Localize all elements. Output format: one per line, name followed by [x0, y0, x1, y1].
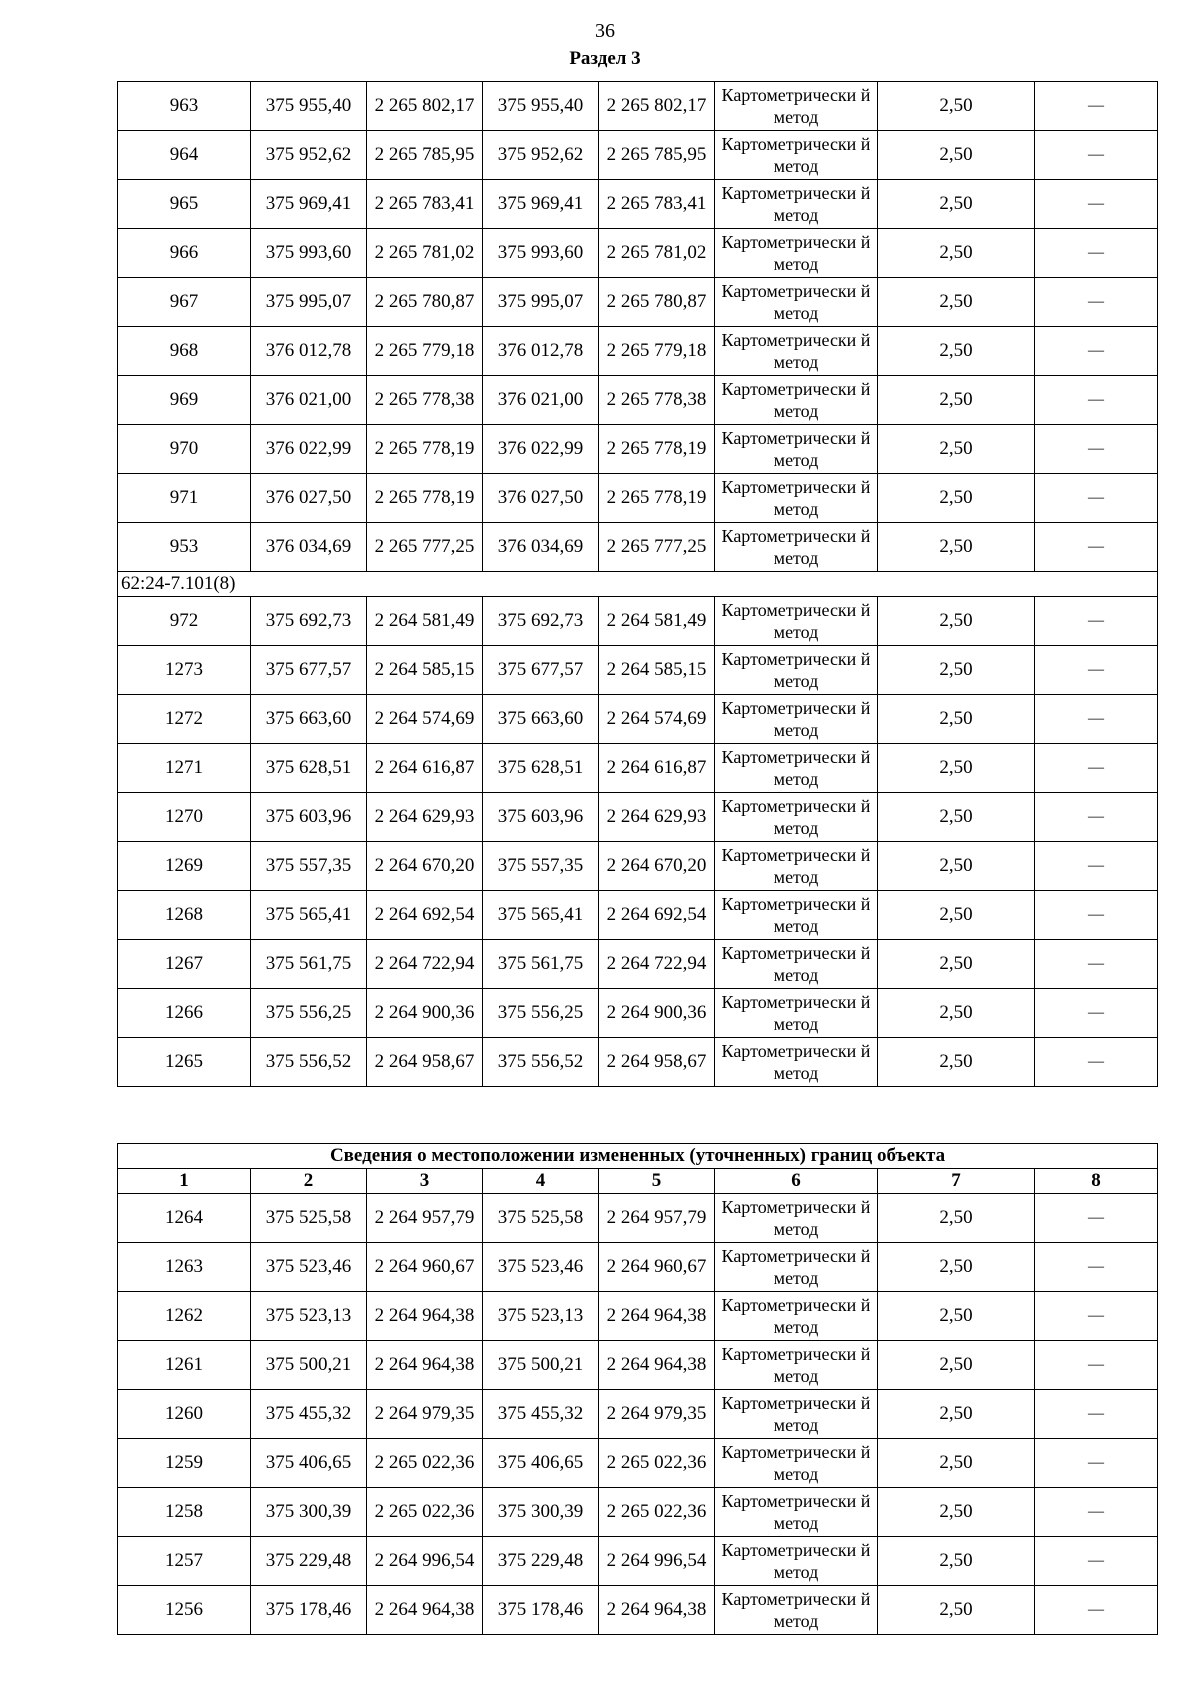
x-coordinate-new-cell: 375 663,60	[483, 695, 599, 744]
x-coordinate-cell: 375 677,57	[251, 646, 367, 695]
point-number-cell: 968	[118, 327, 251, 376]
x-coordinate-new-cell: 376 021,00	[483, 376, 599, 425]
y-coordinate-cell: 2 264 996,54	[367, 1537, 483, 1586]
point-number-cell: 1271	[118, 744, 251, 793]
table-row	[118, 474, 1158, 523]
method-cell: Картометрически й метод	[715, 1537, 878, 1586]
table-row	[118, 180, 1158, 229]
y-coordinate-new-cell: 2 264 692,54	[599, 891, 715, 940]
accuracy-cell: 2,50	[878, 940, 1035, 989]
x-coordinate-cell: 376 027,50	[251, 474, 367, 523]
accuracy-cell: 2,50	[878, 278, 1035, 327]
table-row	[118, 278, 1158, 327]
point-number-cell: 1262	[118, 1292, 251, 1341]
x-coordinate-cell: 375 969,41	[251, 180, 367, 229]
note-cell: —	[1035, 1439, 1158, 1488]
point-number-cell: 967	[118, 278, 251, 327]
method-cell: Картометрически й метод	[715, 793, 878, 842]
accuracy-cell: 2,50	[878, 1194, 1035, 1243]
x-coordinate-new-cell: 375 995,07	[483, 278, 599, 327]
accuracy-cell: 2,50	[878, 523, 1035, 572]
point-number-cell: 972	[118, 597, 251, 646]
y-coordinate-new-cell: 2 264 574,69	[599, 695, 715, 744]
accuracy-cell: 2,50	[878, 891, 1035, 940]
y-coordinate-new-cell: 2 265 778,19	[599, 425, 715, 474]
x-coordinate-cell: 375 557,35	[251, 842, 367, 891]
note-cell: —	[1035, 425, 1158, 474]
method-cell: Картометрически й метод	[715, 180, 878, 229]
x-coordinate-new-cell: 375 556,25	[483, 989, 599, 1038]
y-coordinate-new-cell: 2 264 616,87	[599, 744, 715, 793]
method-cell: Картометрически й метод	[715, 376, 878, 425]
x-coordinate-new-cell: 376 012,78	[483, 327, 599, 376]
table-row	[118, 1586, 1158, 1635]
note-cell: —	[1035, 1390, 1158, 1439]
x-coordinate-new-cell: 375 523,13	[483, 1292, 599, 1341]
table-caption: Сведения о местоположении измененных (уточненных) границ объекта	[118, 1144, 1158, 1169]
x-coordinate-cell: 375 692,73	[251, 597, 367, 646]
table-row	[118, 1488, 1158, 1537]
accuracy-cell: 2,50	[878, 1586, 1035, 1635]
point-number-cell: 1258	[118, 1488, 251, 1537]
y-coordinate-new-cell: 2 264 960,67	[599, 1243, 715, 1292]
x-coordinate-cell: 375 523,13	[251, 1292, 367, 1341]
x-coordinate-cell: 376 012,78	[251, 327, 367, 376]
note-cell: —	[1035, 1194, 1158, 1243]
accuracy-cell: 2,50	[878, 842, 1035, 891]
method-cell: Картометрически й метод	[715, 474, 878, 523]
point-number-cell: 1261	[118, 1341, 251, 1390]
page-number: 36	[595, 20, 615, 42]
y-coordinate-new-cell: 2 264 722,94	[599, 940, 715, 989]
x-coordinate-new-cell: 376 027,50	[483, 474, 599, 523]
x-coordinate-cell: 375 300,39	[251, 1488, 367, 1537]
method-cell: Картометрически й метод	[715, 842, 878, 891]
table-row	[118, 523, 1158, 572]
y-coordinate-new-cell: 2 264 964,38	[599, 1292, 715, 1341]
x-coordinate-cell: 375 628,51	[251, 744, 367, 793]
y-coordinate-new-cell: 2 265 022,36	[599, 1488, 715, 1537]
column-number: 8	[1035, 1169, 1158, 1194]
y-coordinate-new-cell: 2 265 783,41	[599, 180, 715, 229]
y-coordinate-cell: 2 264 585,15	[367, 646, 483, 695]
accuracy-cell: 2,50	[878, 989, 1035, 1038]
table-row	[118, 425, 1158, 474]
note-cell: —	[1035, 744, 1158, 793]
point-number-cell: 969	[118, 376, 251, 425]
point-number-cell: 1272	[118, 695, 251, 744]
x-coordinate-new-cell: 375 628,51	[483, 744, 599, 793]
x-coordinate-cell: 375 406,65	[251, 1439, 367, 1488]
x-coordinate-cell: 375 565,41	[251, 891, 367, 940]
x-coordinate-new-cell: 375 955,40	[483, 82, 599, 131]
table-row	[118, 376, 1158, 425]
method-cell: Картометрически й метод	[715, 695, 878, 744]
x-coordinate-new-cell: 375 178,46	[483, 1586, 599, 1635]
x-coordinate-cell: 375 523,46	[251, 1243, 367, 1292]
note-cell: —	[1035, 1488, 1158, 1537]
y-coordinate-cell: 2 264 964,38	[367, 1586, 483, 1635]
method-cell: Картометрически й метод	[715, 1390, 878, 1439]
y-coordinate-cell: 2 265 783,41	[367, 180, 483, 229]
table-row	[118, 82, 1158, 131]
point-number-cell: 1267	[118, 940, 251, 989]
x-coordinate-cell: 375 993,60	[251, 229, 367, 278]
y-coordinate-cell: 2 265 778,19	[367, 425, 483, 474]
table-row	[118, 1390, 1158, 1439]
method-cell: Картометрически й метод	[715, 425, 878, 474]
y-coordinate-new-cell: 2 264 581,49	[599, 597, 715, 646]
accuracy-cell: 2,50	[878, 1390, 1035, 1439]
point-number-cell: 971	[118, 474, 251, 523]
accuracy-cell: 2,50	[878, 376, 1035, 425]
point-number-cell: 966	[118, 229, 251, 278]
method-cell: Картометрически й метод	[715, 940, 878, 989]
y-coordinate-cell: 2 264 960,67	[367, 1243, 483, 1292]
point-number-cell: 1269	[118, 842, 251, 891]
note-cell: —	[1035, 646, 1158, 695]
method-cell: Картометрически й метод	[715, 744, 878, 793]
x-coordinate-new-cell: 375 557,35	[483, 842, 599, 891]
note-cell: —	[1035, 1038, 1158, 1087]
point-number-cell: 1265	[118, 1038, 251, 1087]
method-cell: Картометрически й метод	[715, 1038, 878, 1087]
column-number: 6	[715, 1169, 878, 1194]
point-number-cell: 963	[118, 82, 251, 131]
note-cell: —	[1035, 229, 1158, 278]
point-number-cell: 965	[118, 180, 251, 229]
table-row	[118, 131, 1158, 180]
x-coordinate-cell: 375 952,62	[251, 131, 367, 180]
table-row	[118, 229, 1158, 278]
table-body-b	[118, 597, 1158, 1087]
y-coordinate-cell: 2 264 581,49	[367, 597, 483, 646]
table-row	[118, 989, 1158, 1038]
y-coordinate-new-cell: 2 264 670,20	[599, 842, 715, 891]
table-row	[118, 1292, 1158, 1341]
accuracy-cell: 2,50	[878, 1243, 1035, 1292]
group-section	[118, 572, 1158, 597]
table-body-a	[118, 82, 1158, 572]
note-cell: —	[1035, 1341, 1158, 1390]
point-number-cell: 1266	[118, 989, 251, 1038]
note-cell: —	[1035, 474, 1158, 523]
x-coordinate-new-cell: 375 523,46	[483, 1243, 599, 1292]
x-coordinate-new-cell: 376 022,99	[483, 425, 599, 474]
note-cell: —	[1035, 695, 1158, 744]
table-row	[118, 891, 1158, 940]
x-coordinate-new-cell: 375 229,48	[483, 1537, 599, 1586]
point-number-cell: 953	[118, 523, 251, 572]
group-label: 62:24-7.101(8)	[118, 572, 1158, 597]
table-row	[118, 842, 1158, 891]
x-coordinate-new-cell: 375 952,62	[483, 131, 599, 180]
y-coordinate-cell: 2 265 779,18	[367, 327, 483, 376]
note-cell: —	[1035, 940, 1158, 989]
y-coordinate-new-cell: 2 264 958,67	[599, 1038, 715, 1087]
table-row	[118, 327, 1158, 376]
y-coordinate-cell: 2 265 802,17	[367, 82, 483, 131]
method-cell: Картометрически й метод	[715, 1439, 878, 1488]
x-coordinate-cell: 375 603,96	[251, 793, 367, 842]
group-row	[118, 572, 1158, 597]
column-number: 4	[483, 1169, 599, 1194]
x-coordinate-new-cell: 375 525,58	[483, 1194, 599, 1243]
accuracy-cell: 2,50	[878, 180, 1035, 229]
y-coordinate-new-cell: 2 264 964,38	[599, 1341, 715, 1390]
table-row	[118, 646, 1158, 695]
x-coordinate-cell: 375 500,21	[251, 1341, 367, 1390]
note-cell: —	[1035, 327, 1158, 376]
accuracy-cell: 2,50	[878, 695, 1035, 744]
point-number-cell: 1260	[118, 1390, 251, 1439]
accuracy-cell: 2,50	[878, 793, 1035, 842]
accuracy-cell: 2,50	[878, 1537, 1035, 1586]
table-row	[118, 1038, 1158, 1087]
x-coordinate-new-cell: 375 692,73	[483, 597, 599, 646]
y-coordinate-cell: 2 264 964,38	[367, 1341, 483, 1390]
accuracy-cell: 2,50	[878, 82, 1035, 131]
section-title: Раздел 3	[569, 48, 641, 69]
y-coordinate-cell: 2 264 958,67	[367, 1038, 483, 1087]
x-coordinate-new-cell: 375 300,39	[483, 1488, 599, 1537]
column-number: 1	[118, 1169, 251, 1194]
y-coordinate-cell: 2 264 616,87	[367, 744, 483, 793]
y-coordinate-cell: 2 265 780,87	[367, 278, 483, 327]
note-cell: —	[1035, 523, 1158, 572]
method-cell: Картометрически й метод	[715, 131, 878, 180]
x-coordinate-cell: 375 556,52	[251, 1038, 367, 1087]
x-coordinate-new-cell: 376 034,69	[483, 523, 599, 572]
table-row	[118, 1341, 1158, 1390]
y-coordinate-cell: 2 264 574,69	[367, 695, 483, 744]
y-coordinate-cell: 2 264 957,79	[367, 1194, 483, 1243]
note-cell: —	[1035, 180, 1158, 229]
x-coordinate-cell: 375 556,25	[251, 989, 367, 1038]
table-caption-row	[118, 1144, 1158, 1169]
note-cell: —	[1035, 1537, 1158, 1586]
x-coordinate-cell: 375 561,75	[251, 940, 367, 989]
y-coordinate-cell: 2 265 778,19	[367, 474, 483, 523]
y-coordinate-new-cell: 2 264 629,93	[599, 793, 715, 842]
y-coordinate-new-cell: 2 264 900,36	[599, 989, 715, 1038]
x-coordinate-cell: 376 021,00	[251, 376, 367, 425]
y-coordinate-new-cell: 2 265 779,18	[599, 327, 715, 376]
method-cell: Картометрически й метод	[715, 1488, 878, 1537]
y-coordinate-cell: 2 265 785,95	[367, 131, 483, 180]
table-row	[118, 1243, 1158, 1292]
method-cell: Картометрически й метод	[715, 646, 878, 695]
note-cell: —	[1035, 376, 1158, 425]
boundary-points-table	[117, 81, 1158, 1087]
note-cell: —	[1035, 891, 1158, 940]
y-coordinate-new-cell: 2 265 022,36	[599, 1439, 715, 1488]
table-row	[118, 1194, 1158, 1243]
x-coordinate-new-cell: 375 561,75	[483, 940, 599, 989]
column-number: 3	[367, 1169, 483, 1194]
method-cell: Картометрически й метод	[715, 891, 878, 940]
accuracy-cell: 2,50	[878, 229, 1035, 278]
note-cell: —	[1035, 597, 1158, 646]
point-number-cell: 1263	[118, 1243, 251, 1292]
note-cell: —	[1035, 131, 1158, 180]
note-cell: —	[1035, 1292, 1158, 1341]
y-coordinate-new-cell: 2 264 964,38	[599, 1586, 715, 1635]
accuracy-cell: 2,50	[878, 131, 1035, 180]
y-coordinate-cell: 2 264 900,36	[367, 989, 483, 1038]
y-coordinate-cell: 2 264 722,94	[367, 940, 483, 989]
accuracy-cell: 2,50	[878, 474, 1035, 523]
y-coordinate-new-cell: 2 265 785,95	[599, 131, 715, 180]
x-coordinate-new-cell: 375 500,21	[483, 1341, 599, 1390]
method-cell: Картометрически й метод	[715, 229, 878, 278]
x-coordinate-cell: 375 455,32	[251, 1390, 367, 1439]
y-coordinate-new-cell: 2 265 781,02	[599, 229, 715, 278]
method-cell: Картометрически й метод	[715, 327, 878, 376]
note-cell: —	[1035, 1243, 1158, 1292]
note-cell: —	[1035, 278, 1158, 327]
x-coordinate-cell: 375 525,58	[251, 1194, 367, 1243]
y-coordinate-cell: 2 265 781,02	[367, 229, 483, 278]
y-coordinate-new-cell: 2 264 996,54	[599, 1537, 715, 1586]
method-cell: Картометрически й метод	[715, 278, 878, 327]
x-coordinate-new-cell: 375 455,32	[483, 1390, 599, 1439]
point-number-cell: 1264	[118, 1194, 251, 1243]
y-coordinate-cell: 2 264 692,54	[367, 891, 483, 940]
point-number-cell: 1273	[118, 646, 251, 695]
accuracy-cell: 2,50	[878, 1038, 1035, 1087]
method-cell: Картометрически й метод	[715, 597, 878, 646]
y-coordinate-cell: 2 265 022,36	[367, 1439, 483, 1488]
x-coordinate-cell: 375 995,07	[251, 278, 367, 327]
accuracy-cell: 2,50	[878, 1341, 1035, 1390]
table-row	[118, 695, 1158, 744]
note-cell: —	[1035, 842, 1158, 891]
x-coordinate-cell: 376 034,69	[251, 523, 367, 572]
column-number: 2	[251, 1169, 367, 1194]
note-cell: —	[1035, 793, 1158, 842]
point-number-cell: 1268	[118, 891, 251, 940]
x-coordinate-cell: 376 022,99	[251, 425, 367, 474]
method-cell: Картометрически й метод	[715, 1341, 878, 1390]
x-coordinate-new-cell: 375 556,52	[483, 1038, 599, 1087]
column-number-row	[118, 1169, 1158, 1194]
table-row	[118, 940, 1158, 989]
y-coordinate-new-cell: 2 265 778,19	[599, 474, 715, 523]
y-coordinate-cell: 2 264 979,35	[367, 1390, 483, 1439]
point-number-cell: 1270	[118, 793, 251, 842]
point-number-cell: 1256	[118, 1586, 251, 1635]
accuracy-cell: 2,50	[878, 1292, 1035, 1341]
y-coordinate-new-cell: 2 265 778,38	[599, 376, 715, 425]
x-coordinate-new-cell: 375 677,57	[483, 646, 599, 695]
x-coordinate-cell: 375 178,46	[251, 1586, 367, 1635]
y-coordinate-cell: 2 265 777,25	[367, 523, 483, 572]
y-coordinate-cell: 2 264 964,38	[367, 1292, 483, 1341]
table-row	[118, 793, 1158, 842]
y-coordinate-cell: 2 264 670,20	[367, 842, 483, 891]
table-row	[118, 597, 1158, 646]
method-cell: Картометрически й метод	[715, 989, 878, 1038]
point-number-cell: 964	[118, 131, 251, 180]
table-body	[118, 1194, 1158, 1635]
point-number-cell: 1259	[118, 1439, 251, 1488]
y-coordinate-new-cell: 2 265 780,87	[599, 278, 715, 327]
x-coordinate-new-cell: 375 565,41	[483, 891, 599, 940]
column-number: 7	[878, 1169, 1035, 1194]
table-row	[118, 744, 1158, 793]
table-row	[118, 1439, 1158, 1488]
x-coordinate-new-cell: 375 603,96	[483, 793, 599, 842]
accuracy-cell: 2,50	[878, 1439, 1035, 1488]
accuracy-cell: 2,50	[878, 1488, 1035, 1537]
x-coordinate-new-cell: 375 969,41	[483, 180, 599, 229]
table-row	[118, 1537, 1158, 1586]
x-coordinate-new-cell: 375 406,65	[483, 1439, 599, 1488]
y-coordinate-new-cell: 2 265 777,25	[599, 523, 715, 572]
note-cell: —	[1035, 989, 1158, 1038]
method-cell: Картометрически й метод	[715, 1292, 878, 1341]
accuracy-cell: 2,50	[878, 327, 1035, 376]
method-cell: Картометрически й метод	[715, 1194, 878, 1243]
y-coordinate-new-cell: 2 265 802,17	[599, 82, 715, 131]
y-coordinate-new-cell: 2 264 585,15	[599, 646, 715, 695]
column-number: 5	[599, 1169, 715, 1194]
point-number-cell: 970	[118, 425, 251, 474]
x-coordinate-new-cell: 375 993,60	[483, 229, 599, 278]
y-coordinate-new-cell: 2 264 979,35	[599, 1390, 715, 1439]
x-coordinate-cell: 375 663,60	[251, 695, 367, 744]
y-coordinate-cell: 2 264 629,93	[367, 793, 483, 842]
method-cell: Картометрически й метод	[715, 523, 878, 572]
note-cell: —	[1035, 82, 1158, 131]
y-coordinate-cell: 2 265 022,36	[367, 1488, 483, 1537]
point-number-cell: 1257	[118, 1537, 251, 1586]
method-cell: Картометрически й метод	[715, 1586, 878, 1635]
changed-boundaries-table	[117, 1143, 1158, 1635]
accuracy-cell: 2,50	[878, 744, 1035, 793]
accuracy-cell: 2,50	[878, 646, 1035, 695]
method-cell: Картометрически й метод	[715, 1243, 878, 1292]
y-coordinate-new-cell: 2 264 957,79	[599, 1194, 715, 1243]
accuracy-cell: 2,50	[878, 597, 1035, 646]
method-cell: Картометрически й метод	[715, 82, 878, 131]
note-cell: —	[1035, 1586, 1158, 1635]
x-coordinate-cell: 375 955,40	[251, 82, 367, 131]
x-coordinate-cell: 375 229,48	[251, 1537, 367, 1586]
accuracy-cell: 2,50	[878, 425, 1035, 474]
y-coordinate-cell: 2 265 778,38	[367, 376, 483, 425]
